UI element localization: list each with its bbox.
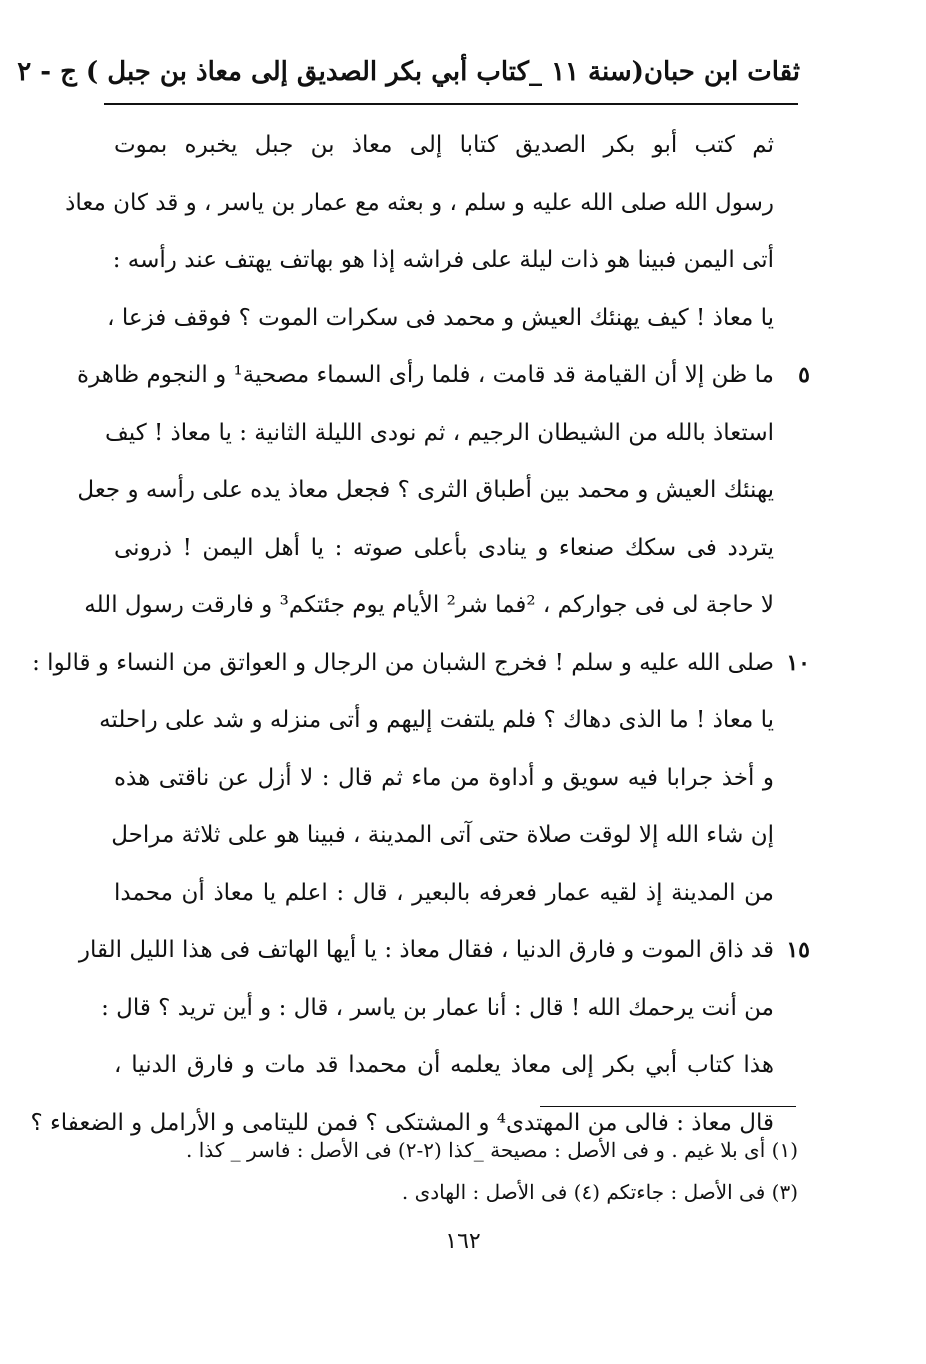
- text-line: من أنت يرحمك الله ! قال : أنا عمار بن ياسر ، قال : و أين تريد ؟ قال :: [101, 995, 774, 1021]
- text-line: يا معاذ ! كيف يهنئك العيش و محمد فى سكرات الموت ؟ فوقف فزعا ،: [107, 305, 774, 331]
- text-line: و أخذ جرابا فيه سويق و أداوة من ماء ثم قال : لا أزل عن ناقتى هذه: [114, 765, 774, 791]
- footnote-line: (٣) فى الأصل : جاءتكم (٤) فى الأصل : الهادى .: [401, 1180, 798, 1204]
- text-line: لا حاجة لى فى جواركم ، ²فما شر² الأيام يوم جئتكم³ و فارقت رسول الله: [84, 592, 774, 618]
- text-line: أتى اليمن فبينا هو ذات ليلة على فراشه إذا هو بهاتف يهتف عند رأسه :: [112, 247, 774, 273]
- text-line: من المدينة إذ لقيه عمار فعرفه بالبعير ، قال : اعلم يا معاذ أن محمدا: [114, 880, 774, 906]
- header-divider: [104, 103, 798, 105]
- text-line: صلى الله عليه و سلم ! فخرج الشبان من الرجال و العواتق من النساء و قالوا :: [32, 650, 774, 676]
- text-line: ثم كتب أبو بكر الصديق كتابا إلى معاذ بن جبل يخبره بموت: [114, 132, 774, 158]
- line-number: ١٠: [786, 650, 810, 676]
- text-line: استعاذ بالله من الشيطان الرجيم ، ثم نودى الليلة الثانية : يا معاذ ! كيف: [104, 420, 774, 446]
- running-header: ثقات ابن حبان(سنة ١١ _كتاب أبي بكر الصديق إلى معاذ بن جبل ) ج - ٢: [17, 57, 800, 87]
- text-line: هذا كتاب أبي بكر إلى معاذ يعلمه أن محمدا قد مات و فارق الدنيا ،: [114, 1052, 774, 1078]
- line-number: ١٥: [786, 937, 810, 963]
- line-number: ٥: [798, 362, 810, 388]
- text-line: رسول الله صلى الله عليه و سلم ، و بعثه مع عمار بن ياسر ، و قد كان معاذ: [65, 190, 774, 216]
- text-line: يهنئك العيش و محمد بين أطباق الثرى ؟ فجعل معاذ يده على رأسه و جعل: [77, 477, 774, 503]
- text-line: قد ذاق الموت و فارق الدنيا ، فقال معاذ : يا أيها الهاتف فى هذا الليل القار: [78, 937, 774, 963]
- text-line: إن شاء الله إلا لوقت صلاة حتى آتى المدينة ، فبينا هو على ثلاثة مراحل: [111, 822, 774, 848]
- text-line: يتردد فى سكك صنعاء و ينادى بأعلى صوته : يا أهل اليمن ! ذرونى: [114, 535, 774, 561]
- text-line: يا معاذ ! ما الذى دهاك ؟ فلم يلتفت إليهم و أتى منزله و شد على راحلته: [99, 707, 774, 733]
- page-number: ١٦٢: [445, 1229, 481, 1254]
- text-line: ما ظن إلا أن القيامة قد قامت ، فلما رأى السماء مصحية¹ و النجوم ظاهرة: [77, 362, 774, 388]
- footnote-line: (١) أى بلا غيم . و فى الأصل : مصيحة _كذا (٢-٢) فى الأصل : فاسر _ كذا .: [185, 1138, 798, 1162]
- text-line: قال معاذ : فالى من المهتدى⁴ و المشتكى ؟ فمن لليتامى و الأرامل و الضعفاء ؟: [30, 1110, 774, 1136]
- footnote-divider: [540, 1106, 796, 1107]
